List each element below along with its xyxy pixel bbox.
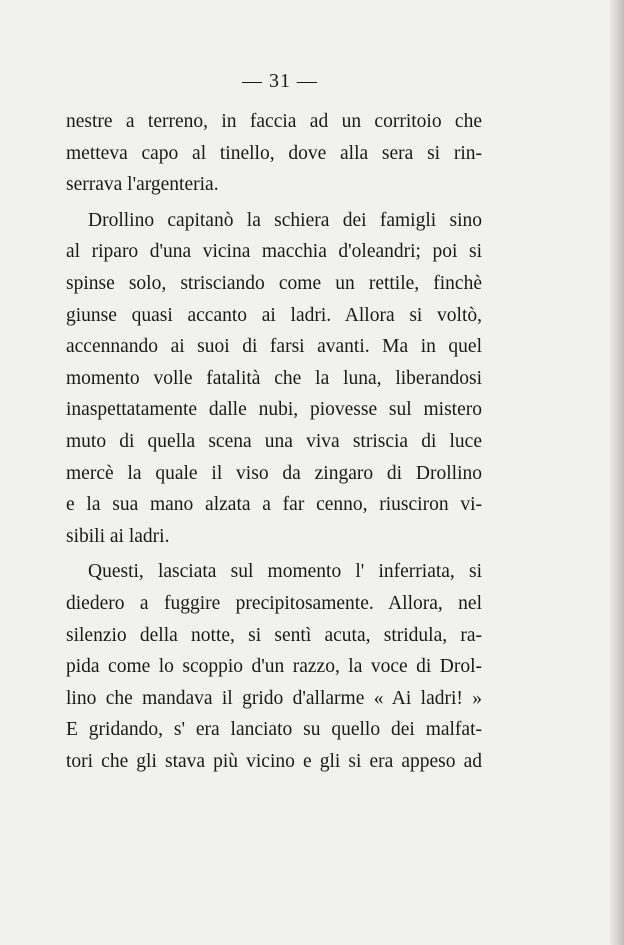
page-number: — 31 —: [242, 70, 318, 92]
text-line: muto di quella scena una viva striscia di luce: [66, 430, 482, 452]
text-line: serrava l'argenteria.: [66, 174, 219, 196]
text-line: lino che mandava il grido d'allarme « Ai ladri! »: [66, 687, 482, 709]
text-line: diedero a fuggire precipitosamente. Allora, nel: [66, 592, 482, 614]
text-line: tori che gli stava più vicino e gli si era appeso ad: [66, 750, 482, 772]
text-line: Questi, lasciata sul momento l' inferriata, si: [88, 561, 482, 583]
text-line: accennando ai suoi di farsi avanti. Ma in quel: [66, 336, 482, 358]
text-line: spinse solo, strisciando come un rettile, finchè: [66, 272, 482, 294]
text-line: pida come lo scoppio d'un razzo, la voce di Drol-: [66, 656, 482, 678]
body-text: [66, 106, 482, 777]
paragraph-1: [66, 106, 482, 201]
text-line: e la sua mano alzata a far cenno, riusciron vi-: [66, 494, 482, 516]
text-line: momento volle fatalità che la luna, liberandosi: [66, 367, 482, 389]
text-line: sibili ai ladri.: [66, 525, 170, 547]
text-line: silenzio della notte, si sentì acuta, stridula, ra-: [66, 624, 482, 646]
text-line: al riparo d'una vicina macchia d'oleandri; poi si: [66, 241, 482, 263]
paragraph-3: [66, 556, 482, 777]
text-line: mercè la quale il viso da zingaro di Drollino: [66, 462, 482, 484]
text-line: Drollino capitanò la schiera dei famigli sino: [88, 209, 482, 231]
text-line: nestre a terreno, in faccia ad un corritoio che: [66, 111, 482, 132]
text-line: E gridando, s' era lanciato su quello dei malfat-: [66, 719, 482, 741]
paragraph-2: [66, 205, 482, 553]
text-line: metteva capo al tinello, dove alla sera si rin-: [66, 142, 482, 164]
text-line: giunse quasi accanto ai ladri. Allora si voltò,: [66, 304, 482, 326]
text-line: inaspettatamente dalle nubi, piovesse sul mistero: [66, 399, 482, 421]
